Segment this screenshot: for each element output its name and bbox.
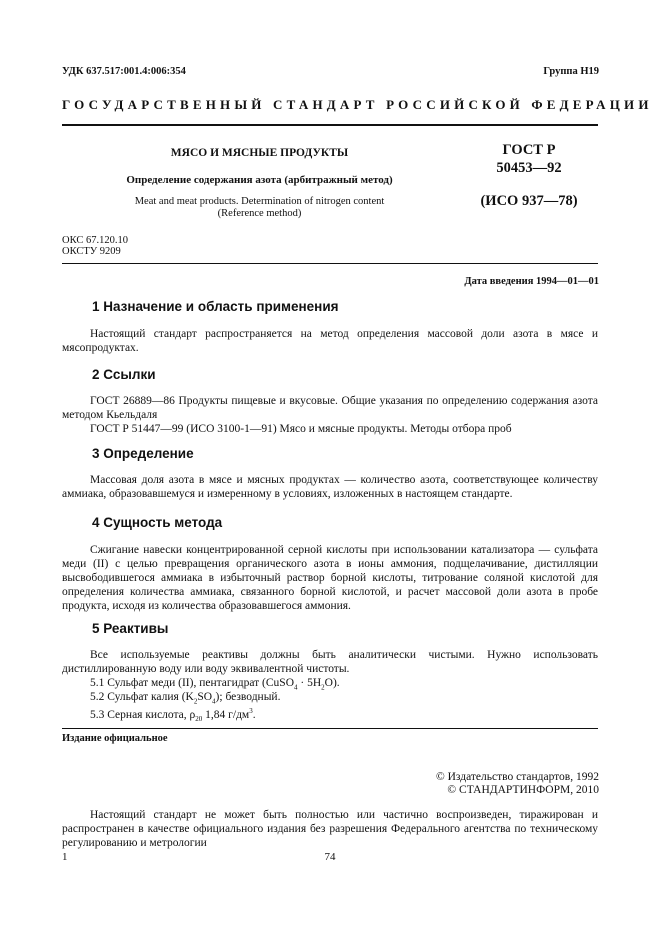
english-title-line1: Meat and meat products. Determination of nitrogen content [134, 196, 385, 207]
udk-code: УДК 637.517:001.4:006:354 [62, 66, 186, 77]
gost-number: 50453—92 [496, 160, 562, 176]
iso-reference: (ИСО 937—78) [480, 193, 578, 209]
section-5-heading: 5 Реактивы [92, 621, 169, 636]
reproduction-notice: Настоящий стандарт не может быть полностью или частично воспроизведен, тиражирован и распространен в качестве официального издания без разрешения Федерального агентства по техническому регулированию и метрологии [62, 809, 598, 849]
section-4-heading: 4 Сущность метода [92, 515, 223, 530]
section-1-heading: 1 Назначение и область применения [92, 299, 339, 314]
reagent-5-3: 5.3 Серная кислота, $\rho_{20}$ 1,84 $г/дм^3$. [90, 707, 256, 724]
section-4-text: Сжигание навески концентрированной серной кислоты при использовании катализатора — сульфата меди (II) с целью превращения органического азота в ионы аммония, подщелачивание, дистилляции высвободившегося аммиака в избыточный раствор борной кислоты, титрование соляной кислотой для определения количества аммиака, связанного борной кислотой, и расчет массовой доли азота в пробе продукта, исходя из количества образовавшегося аммония. [62, 544, 598, 612]
copyright-standards: © Издательство стандартов, 1992 [435, 771, 599, 783]
english-title-line2: (Reference method) [217, 208, 302, 219]
document-title: МЯСО И МЯСНЫЕ ПРОДУКТЫ [170, 147, 349, 159]
reagent-5-1: 5.1 Сульфат меди (II), пентагидрат (CuSO$_4$ · $5H_2O$). [90, 677, 340, 692]
official-rule [62, 728, 598, 729]
section-5-text: Все используемые реактивы должны быть аналитически чистыми. Нужно использовать дистиллированную воду или воду эквивалентной чистоты. [62, 649, 598, 675]
group-code: Группа Н19 [543, 66, 599, 77]
reference-gost-26889: ГОСТ 26889—86 Продукты пищевые и вкусовые. Общие указания по определению содержания азота методом Кьельдаля [62, 395, 598, 421]
top-rule [62, 124, 598, 126]
document-subtitle: Определение содержания азота (арбитражный метод) [126, 174, 393, 186]
introduction-date: Дата введения 1994—01—01 [464, 276, 599, 287]
copyright-standartinform: © СТАНДАРТИНФОРМ, 2010 [447, 784, 599, 796]
page-number: 74 [324, 851, 336, 863]
sheet-number: 1 [62, 851, 68, 863]
reference-gost-51447: ГОСТ Р 51447—99 (ИСО 3100-1—91) Мясо и мясные продукты. Методы отбора проб [90, 423, 512, 435]
section-2-heading: 2 Ссылки [92, 367, 156, 382]
section-3-text: Массовая доля азота в мясе и мясных продуктах — количество азота, соответствующее количеству аммиака, образовавшемуся и измеренному в условиях, изложенных в настоящем стандарте. [62, 474, 598, 500]
oks-code: ОКС 67.120.10 [62, 235, 128, 246]
okstu-code: ОКСТУ 9209 [62, 246, 121, 257]
section-1-text: Настоящий стандарт распространяется на метод определения массовой доли азота в мясе и мясопродуктах. [62, 328, 598, 354]
state-standard-banner: ГОСУДАРСТВЕННЫЙ СТАНДАРТ РОССИЙСКОЙ ФЕДЕРАЦИИ [62, 97, 653, 112]
gost-label: ГОСТ Р [502, 142, 556, 158]
codes-rule [62, 263, 598, 264]
reagent-5-2: 5.2 Сульфат калия $(K_2SO_4)$; безводный. [90, 691, 281, 706]
section-3-heading: 3 Определение [92, 446, 194, 461]
official-edition-label: Издание официальное [62, 733, 168, 744]
